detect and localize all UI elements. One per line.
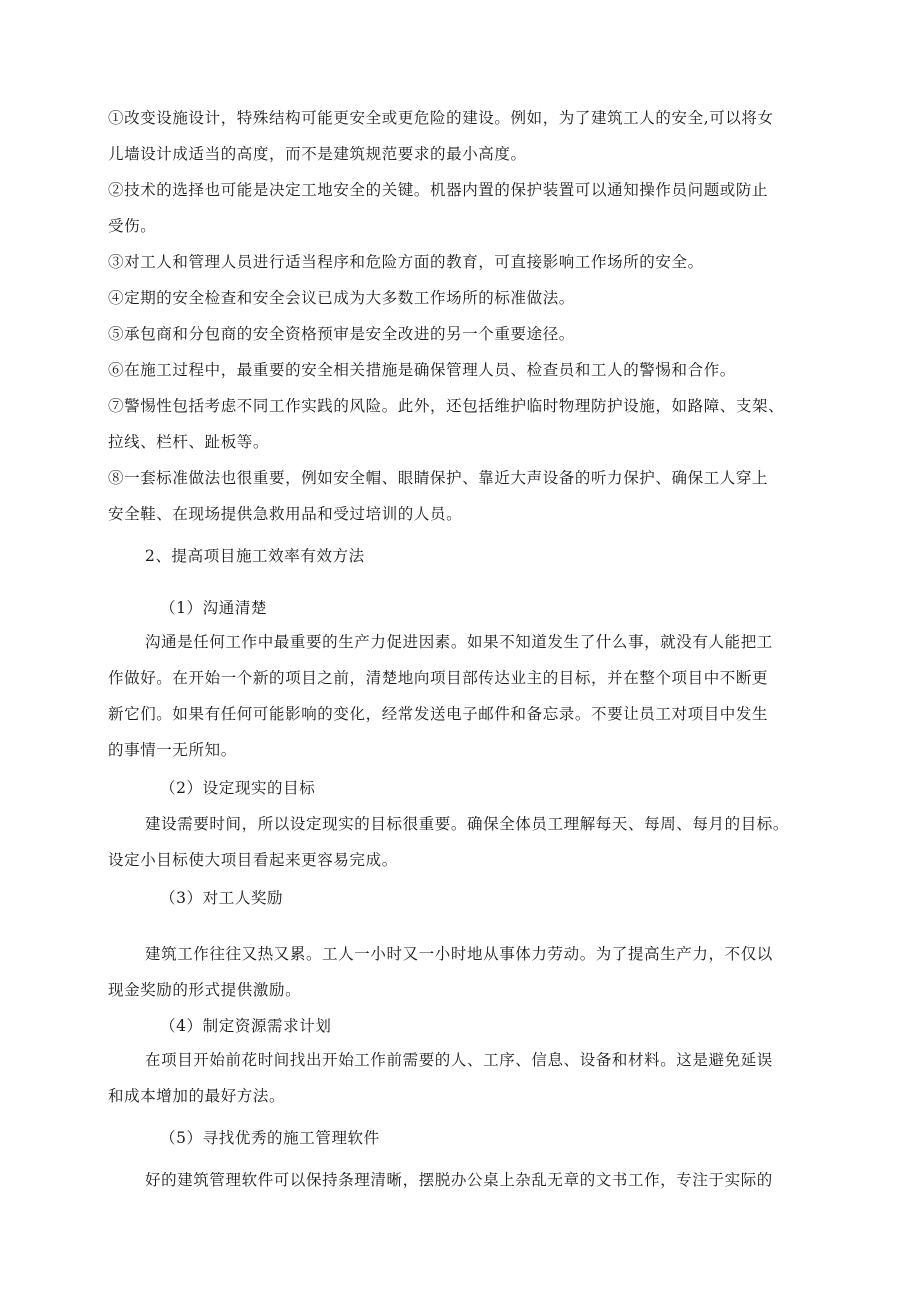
subsection-2-title: （2）设定现实的目标	[160, 779, 316, 797]
subsection-1-line-1: 沟通是任何工作中最重要的生产力促进因素。如果不知道发生了什么事，就没有人能把工	[145, 633, 773, 651]
subsection-3-line-1: 建筑工作往往又热又累。工人一小时又一小时地从事体力劳动。为了提高生产力，不仅以	[145, 945, 773, 963]
subsection-4-title: （4）制定资源需求计划	[160, 1017, 332, 1035]
list-item-7-line-2: 拉线、栏杆、趾板等。	[108, 433, 270, 451]
list-item-4: ④定期的安全检查和安全会议已成为大多数工作场所的标准做法。	[108, 289, 575, 307]
list-item-3: ③对工人和管理人员进行适当程序和危险方面的教育，可直接影响工作场所的安全。	[108, 253, 704, 271]
subsection-1-title: （1）沟通清楚	[160, 599, 268, 617]
subsection-4-line-2: 和成本增加的最好方法。	[108, 1087, 286, 1105]
list-item-8-line-1: ⑧一套标准做法也很重要，例如安全帽、眼睛保护、靠近大声设备的听力保护、确保工人穿上	[108, 469, 769, 487]
subsection-1-line-2: 作做好。在开始一个新的项目之前，清楚地向项目部传达业主的目标，并在整个项目中不断更	[108, 669, 769, 687]
list-item-1-line-2: 儿墙设计成适当的高度，而不是建筑规范要求的最小高度。	[108, 145, 527, 163]
subsection-2-line-2: 设定小目标使大项目看起来更容易完成。	[108, 851, 398, 869]
subsection-2-line-1: 建设需要时间，所以设定现实的目标很重要。确保全体员工理解每天、每周、每月的目标。	[145, 815, 790, 833]
list-item-7-line-1: ⑦警惕性包括考虑不同工作实践的风险。此外，还包括维护临时物理防护设施，如路障、支架、	[108, 397, 785, 415]
subsection-3-line-2: 现金奖励的形式提供激励。	[108, 981, 302, 999]
subsection-5-line-1: 好的建筑管理软件可以保持条理清晰，摆脱办公桌上杂乱无章的文书工作，专注于实际的	[145, 1171, 773, 1189]
section-heading: 2、提高项目施工效率有效方法	[145, 547, 365, 565]
list-item-2-line-2: 受伤。	[108, 217, 157, 235]
subsection-5-title: （5）寻找优秀的施工管理软件	[160, 1129, 380, 1147]
subsection-1-line-4: 的事情一无所知。	[108, 741, 237, 759]
list-item-2-line-1: ②技术的选择也可能是决定工地安全的关键。机器内置的保护装置可以通知操作员问题或防止	[108, 181, 769, 199]
list-item-6: ⑥在施工过程中，最重要的安全相关措施是确保管理人员、检查员和工人的警惕和合作。	[108, 361, 736, 379]
list-item-8-line-2: 安全鞋、在现场提供急救用品和受过培训的人员。	[108, 505, 463, 523]
subsection-1-line-3: 新它们。如果有任何可能影响的变化，经常发送电子邮件和备忘录。不要让员工对项目中发生	[108, 705, 769, 723]
subsection-3-title: （3）对工人奖励	[160, 889, 284, 907]
list-item-5: ⑤承包商和分包商的安全资格预审是安全改进的另一个重要途径。	[108, 325, 575, 343]
list-item-1-line-1: ①改变设施设计，特殊结构可能更安全或更危险的建设。例如，为了建筑工人的安全,可以将女	[108, 109, 774, 127]
subsection-4-line-1: 在项目开始前花时间找出开始工作前需要的人、工序、信息、设备和材料。这是避免延误	[145, 1051, 773, 1069]
